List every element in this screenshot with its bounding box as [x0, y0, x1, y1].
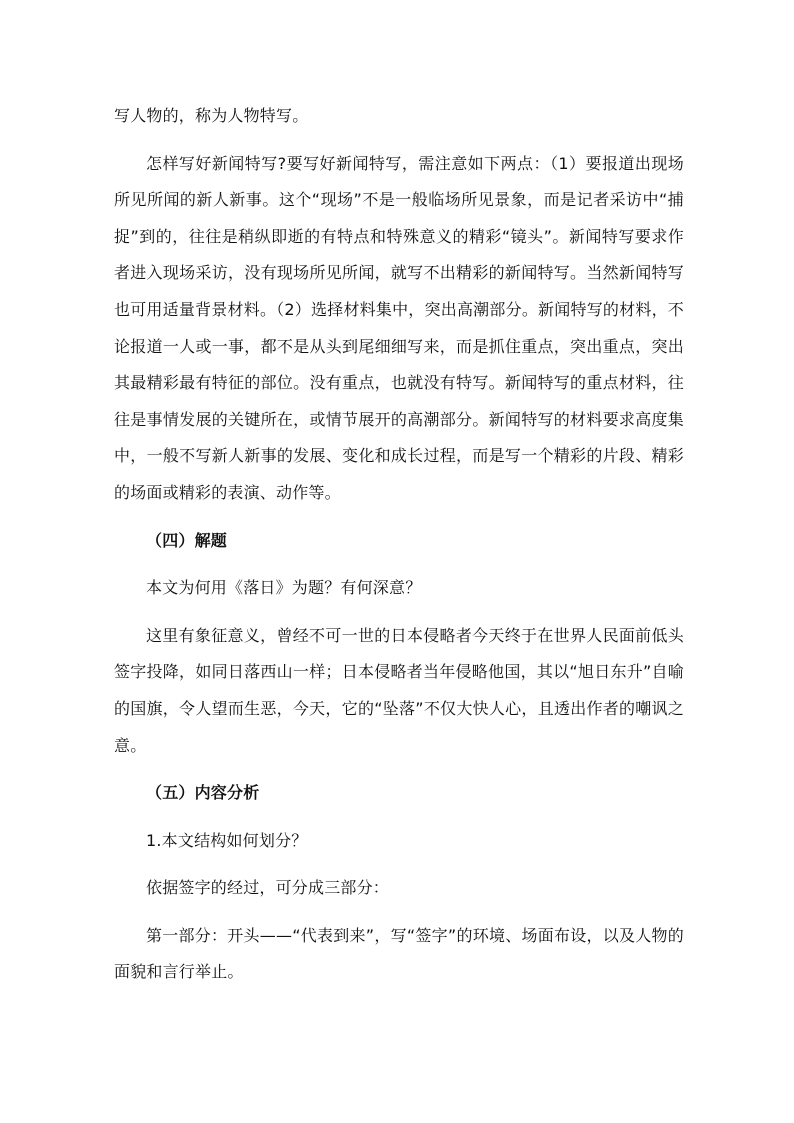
paragraph-part-one: 第一部分：开头——“代表到来”，写“签字”的环境、场面布设，以及人物的面貌和言行举止。 — [114, 925, 684, 982]
paragraph-gap — [114, 907, 684, 918]
paragraph-gap — [114, 859, 684, 870]
paragraph-news-feature-tips: 怎样写好新闻特写?要写好新闻特写，需注意如下两点：（1）要报道出现场所见所闻的新人新事。这个“现场”不是一般临场所见景象，而是记者采访中“捕捉”到的，往往是稍纵即逝的有特点和特殊意义的精彩“镜头”。新闻特写要求作者进入现场采访，没有现场所见所闻，就写不出精彩的新闻特写。当然新闻特写也可用适量背景材料。（2）选择材料集中，突出高潮部分。新闻特写的材料，不论报道一人或一事，都不是从头到尾细细写来，而是抓住重点，突出重点，突出其最精彩最有特征的部位。没有重点，也就没有特写。新闻特写的重点材料，往往是事情发展的关键所在，或情节展开的高潮部分。新闻特写的材料要求高度集中，一般不写新人新事的发展、变化和成长过程，而是写一个精彩的片段、精彩的场面或精彩的表演、动作等。 — [114, 153, 684, 502]
paragraph-gap — [114, 512, 684, 523]
paragraph-gap — [114, 559, 684, 570]
section-heading-content-analysis: （五）内容分析 — [146, 783, 260, 803]
paragraph-structure-intro: 依据签字的经过，可分成三部分： — [146, 878, 390, 898]
document-body — [114, 98, 684, 991]
paragraph-gap — [114, 607, 684, 618]
paragraph-structure-question: 1.本文结构如何划分？ — [146, 830, 308, 850]
paragraph-gap — [114, 135, 684, 146]
paragraph-title-question: 本文为何用《落日》为题？有何深意？ — [146, 578, 422, 598]
section-heading-title-explanation: （四）解题 — [146, 530, 228, 550]
paragraph-gap — [114, 812, 684, 823]
paragraph-title-meaning: 这里有象征意义，曾经不可一世的日本侵略者今天终于在世界人民面前低头签字投降，如同日落西山一样；日本侵略者当年侵略他国，其以“旭日东升”自喻的国旗，令人望而生恶，今天，它的“坠落”不仅大快人心，且透出作者的嘲讽之意。 — [114, 625, 684, 755]
paragraph-gap — [114, 764, 684, 775]
paragraph-portrait-definition: 写人物的，称为人物特写。 — [114, 106, 309, 125]
